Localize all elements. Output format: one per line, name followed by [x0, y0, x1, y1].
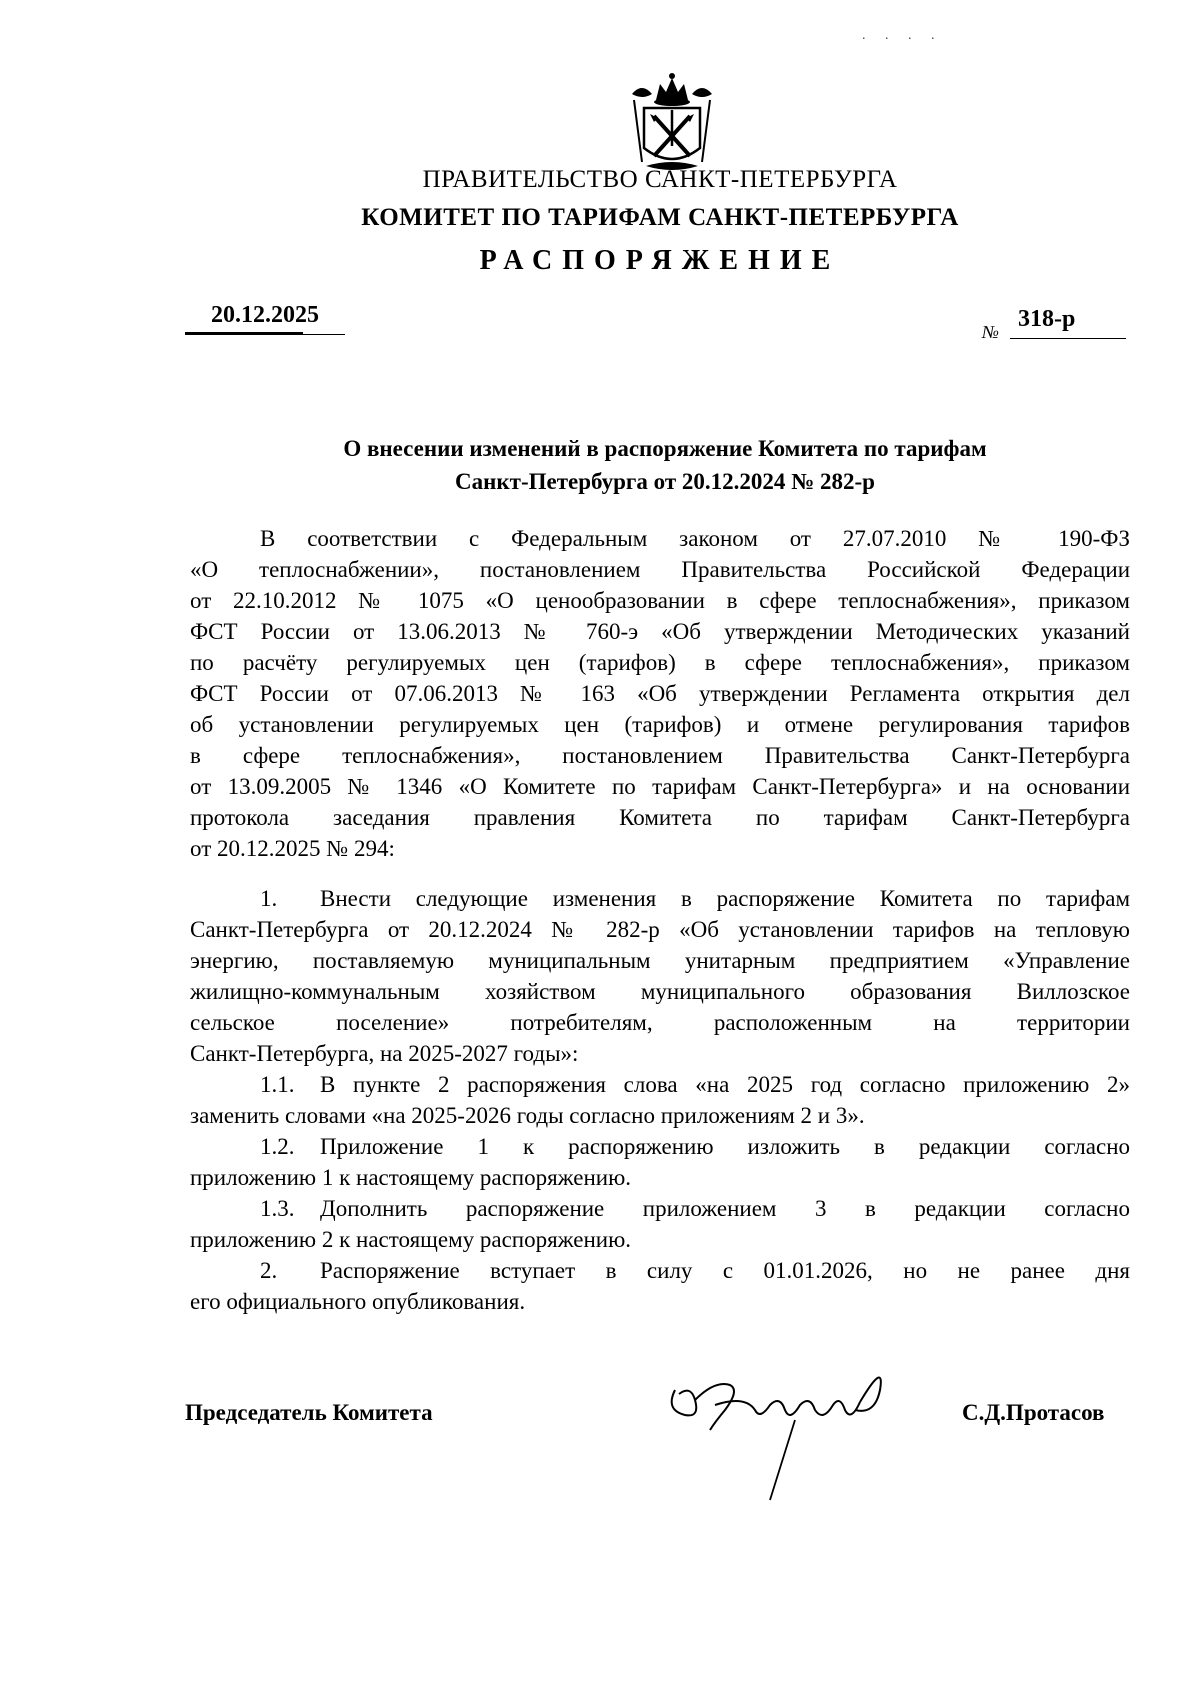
item-number: 1.2.	[260, 1134, 295, 1159]
item-number: 2.	[260, 1258, 278, 1283]
subject-line-1: О внесении изменений в распоряжение Комитета по тарифам	[343, 436, 987, 461]
item-1-2	[190, 1131, 1130, 1193]
item-1-3-line	[190, 1193, 1130, 1224]
item-2-line	[190, 1255, 1130, 1286]
item-1-3	[190, 1193, 1130, 1255]
item-1	[190, 883, 1130, 1069]
item-1-line	[190, 883, 1130, 914]
item-1-2-text: Приложение 1 к распоряжению изложить в редакции согласно	[320, 1134, 1130, 1159]
item-1-text: Внести следующие изменения в распоряжение Комитета по тарифам	[320, 886, 1130, 911]
item-1-3-line: приложению 2 к настоящему распоряжению.	[190, 1227, 632, 1252]
number-underline	[1010, 338, 1126, 339]
date-underline	[185, 334, 345, 335]
subject-line-2: Санкт-Петербурга от 20.12.2024 № 282-р	[455, 469, 875, 494]
item-1-1-line: заменить словами «на 2025-2026 годы согласно приложениям 2 и 3».	[190, 1103, 865, 1128]
item-1-1	[190, 1069, 1130, 1131]
committee-heading: КОМИТЕТ ПО ТАРИФАМ САНКТ-ПЕТЕРБУРГА	[361, 204, 959, 231]
item-1-1-line	[190, 1069, 1130, 1100]
item-1-3-text: Дополнить распоряжение приложением 3 в редакции согласно	[320, 1196, 1130, 1221]
preamble-line: ФСТ России от 07.06.2013 № 163 «Об утверждении Регламента открытия дел	[190, 681, 1130, 706]
preamble-line: «О теплоснабжении», постановлением Правительства Российской Федерации	[190, 557, 1130, 582]
item-2	[190, 1255, 1130, 1317]
item-1-2-line	[190, 1131, 1130, 1162]
item-number: 1.	[260, 886, 278, 911]
document-date: 20.12.2025	[211, 302, 319, 328]
preamble-line: по расчёту регулируемых цен (тарифов) в сфере теплоснабжения», приказом	[190, 650, 1130, 675]
preamble-line: В соответствии с Федеральным законом от 27.07.2010 № 190-ФЗ	[260, 526, 1130, 551]
preamble-line: от 20.12.2025 № 294:	[190, 836, 395, 861]
preamble-line: ФСТ России от 13.06.2013 № 760-э «Об утверждении Методических указаний	[190, 619, 1130, 644]
preamble-line: в сфере теплоснабжения», постановлением Правительства Санкт-Петербурга	[190, 743, 1130, 768]
item-1-line: Санкт-Петербурга от 20.12.2024 № 282-р «Об установлении тарифов на тепловую	[190, 917, 1130, 942]
item-1-line: сельское поселение» потребителям, расположенным на территории	[190, 1010, 1130, 1035]
preamble-line: от 13.09.2005 № 1346 «О Комитете по тарифам Санкт-Петербурга» и на основании	[190, 774, 1130, 799]
item-1-line: жилищно-коммунальным хозяйством муниципального образования Виллозское	[190, 979, 1130, 1004]
preamble-line: от 22.10.2012 № 1075 «О ценообразовании в сфере теплоснабжения», приказом	[190, 588, 1130, 613]
item-number: 1.3.	[260, 1196, 295, 1221]
item-1-line: энергию, поставляемую муниципальным унитарным предприятием «Управление	[190, 948, 1130, 973]
government-heading: ПРАВИТЕЛЬСТВО САНКТ-ПЕТЕРБУРГА	[422, 166, 898, 193]
preamble-line: об установлении регулируемых цен (тарифов) и отмене регулирования тарифов	[190, 712, 1130, 737]
item-number: 1.1.	[260, 1072, 295, 1097]
item-1-line: Санкт-Петербурга, на 2025-2027 годы»:	[190, 1041, 579, 1066]
corner-scan-marks: . . . .	[862, 28, 943, 43]
preamble-line: протокола заседания правления Комитета по тарифам Санкт-Петербурга	[190, 805, 1130, 830]
item-2-line: его официального опубликования.	[190, 1289, 526, 1314]
document-number: 318-р	[1018, 306, 1076, 332]
handwritten-signature	[655, 1360, 915, 1510]
signatory-role: Председатель Комитета	[185, 1400, 433, 1425]
item-1-2-line: приложению 1 к настоящему распоряжению.	[190, 1165, 632, 1190]
item-1-1-text: В пункте 2 распоряжения слова «на 2025 год согласно приложению 2»	[320, 1072, 1130, 1097]
number-label: №	[982, 322, 999, 342]
preamble-paragraph	[190, 523, 1130, 864]
document-type-title: РАСПОРЯЖЕНИЕ	[479, 245, 841, 276]
coat-of-arms-icon	[622, 70, 722, 176]
signatory-name: С.Д.Протасов	[962, 1400, 1105, 1425]
item-2-text: Распоряжение вступает в силу с 01.01.2026, но не ранее дня	[320, 1258, 1130, 1283]
